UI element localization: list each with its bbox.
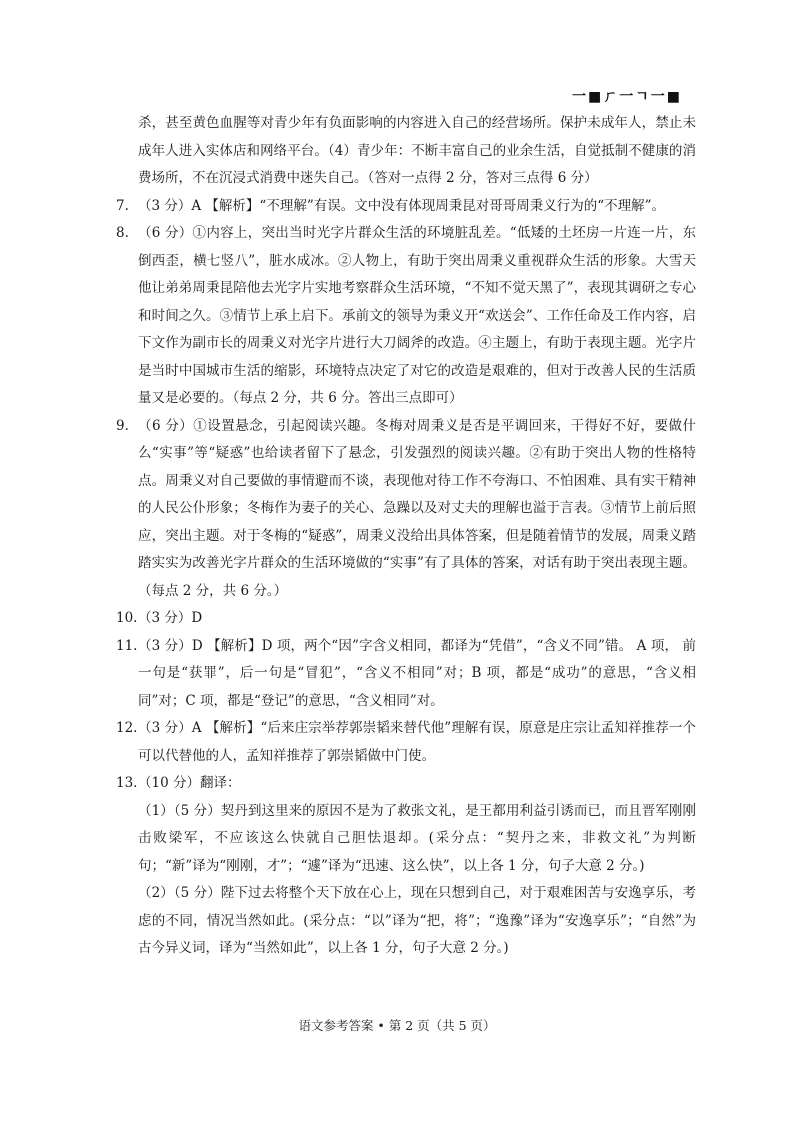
answer-item-11 (116, 633, 696, 716)
q6-continuation: 杀，甚至黄色血腥等对青少年有负面影响的内容进入自己的经营场所。保护未成年人，禁止未成年人进入实体店和网络平台。（4）青少年：不断丰富自己的业余生活，自觉抵制不健康的消费场所，不在沉浸式消费中迷失自己。（答对一点得 2 分，答对三点得 6 分） (138, 115, 696, 186)
answer-item-8 (116, 220, 696, 413)
item-text: （10 分）翻译： (138, 775, 241, 791)
item-text: （6 分）①设置悬念，引起阅读兴趣。冬梅对周秉义是否是平调回来，干得好不好，要做什么“实事”等“疑惑”也给读者留下了悬念，引发强烈的阅读兴趣。②有助于突出人物的性格特点。周秉义对自己要做的事情避而不谈，表现他对待工作不夸海口、不怕困难、具有实干精神的人民公仆形象；冬梅作为妻子的关心、急躁以及对丈夫的理解也溢于言表。③情节上前后照应，突出主题。对于冬梅的“疑惑”，周秉义没给出具体答案，但是随着情节的发展，周秉义踏踏实实为改善光字片群众的生活环境做的“实事”有了具体的答案，对话有助于突出表现主题。（每点 2 分，共 6 分。） (138, 417, 696, 599)
item-text: （3 分）D 【解析】D 项，两个“因”字含义相同，都译为“凭借”，“含义不同”错。 A 项， 前一句是“获罪”，后一句是“冒犯”，“含义不相同”对；B 项，都是“成功”的意思，“含义相同”对；C 项，都是“登记”的意思，“含义相同”对。 (138, 637, 696, 709)
answer-item-10 (116, 605, 696, 633)
item-number: 10. (116, 610, 138, 626)
item-text: （3 分）D (138, 610, 203, 626)
item-number: 13. (116, 775, 138, 791)
item-number: 8. (116, 225, 129, 241)
header-decoration-mark: 一■ㄏ一ㄱ一■ (572, 89, 682, 105)
answer-item-9 (116, 413, 696, 606)
item-number: 7. (116, 197, 129, 214)
answer-item-13 (116, 770, 696, 798)
item-number: 9. (116, 417, 129, 434)
item-number: 11. (116, 637, 138, 654)
item-text: （6 分）①内容上，突出当时光字片群众生活的环境脏乱差。“低矮的土坯房一片连一片，东倒西歪，横七竖八”，脏水成冰。②人物上，有助于突出周秉义重视群众生活的形象。大雪天他让弟弟周秉昆陪他去光字片实地考察群众生活环境，“不知不觉天黑了”，表现其调研之专心和时间之久。③情节上承上启下。承前文的领导为秉义开“欢送会”、工作任命及工作内容，启下文作为副市长的周秉义对光字片进行大刀阔斧的改造。④主题上，有助于表现主题。光字片是当时中国城市生活的缩影，环境特点决定了对它的改造是艰难的，但对于改善人民的生活质量又是必要的。（每点 2 分，共 6 分。答出三点即可） (138, 225, 696, 406)
answer-item-13-sub-1: （1）（5 分）契丹到这里来的原因不是为了救张文礼，是王都用利益引诱而已，而且晋军刚刚击败梁军，不应该这么快就自己胆怯退却。(采分点：“契丹之来，非救文礼”为判断句；“新”译为“刚刚，才”；“遽”译为“迅速、这么快”，以上各 1 分，句子大意 2 分。) (138, 802, 696, 874)
answer-item-13-sub-2: （2）（5 分）陛下过去将整个天下放在心上，现在只想到自己，对于艰难困苦与安逸享乐，考虑的不同，情况当然如此。(采分点：“以”译为“把，将”；“逸豫”译为“安逸享乐”；“自然”为古今异义词，译为“当然如此”，以上各 1 分，句子大意 2 分。) (138, 885, 696, 956)
item-text: （3 分）A 【解析】“不理解”有误。文中没有体现周秉昆对哥哥周秉义行为的“不理解”。 (138, 197, 666, 214)
item-text: （3 分）A 【解析】“后来庄宗举荐郭崇韬来替代他”理解有误，原意是庄宗让孟知祥推荐一个可以代替他的人，孟知祥推荐了郭崇韬做中门使。 (138, 720, 696, 764)
answer-item-12 (116, 715, 696, 770)
item-number: 12. (116, 720, 138, 736)
answer-item-7 (116, 193, 696, 221)
page-footer: 语文参考答案 • 第 2 页（共 5 页） (298, 1018, 496, 1033)
answer-content (116, 110, 696, 963)
